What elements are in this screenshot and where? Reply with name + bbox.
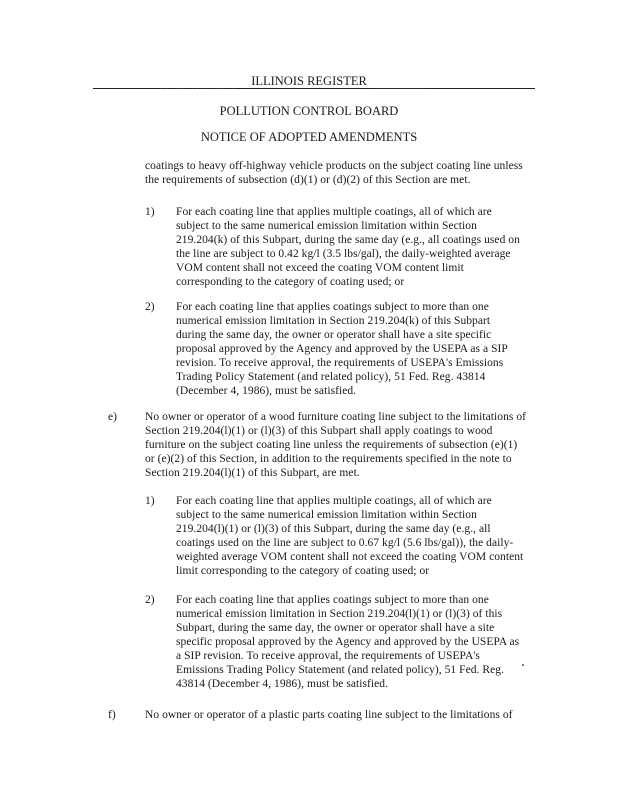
e2-line: numerical emission limitation in Section 219.204(l)(1) or (l)(3) of this — [176, 608, 503, 620]
subsection-e-label: e) — [108, 411, 117, 423]
board-title: POLLUTION CONTROL BOARD — [219, 104, 399, 118]
e-line: Section 219.204(l)(1) or (l)(3) of this Subpart shall apply coatings to wood — [145, 425, 493, 437]
notice-title: NOTICE OF ADOPTED AMENDMENTS — [200, 130, 418, 144]
d1-line: For each coating line that applies multiple coatings, all of which are — [176, 206, 492, 218]
e-line: Section 219.204(l)(1) of this Subpart, are met. — [145, 467, 360, 479]
subsection-e2-label: 2) — [145, 594, 155, 606]
header-rule-dash-right — [375, 88, 425, 89]
e1-line: weighted average VOM content shall not exceed the coating VOM content — [176, 551, 524, 563]
intro-line: coatings to heavy off-highway vehicle products on the subject coating line unless — [145, 160, 523, 172]
e1-line: limit corresponding to the category of coating used; or — [176, 565, 430, 577]
subsection-d1-label: 1) — [145, 206, 155, 218]
d1-line: 219.204(k) of this Subpart, during the same day (e.g., all coatings used on — [176, 234, 520, 246]
intro-line: the requirements of subsection (d)(1) or (d)(2) of this Section are met. — [145, 174, 471, 186]
header-rule-dash-left — [160, 88, 235, 89]
e1-line: 219.204(l)(1) or (l)(3) of this Subpart, during the same day (e.g., all — [176, 523, 491, 535]
e2-line: 43814 (December 4, 1986), must be satisfied. — [176, 678, 389, 690]
e2-line: Emissions Trading Policy Statement (and related policy), 51 Fed. Reg. — [176, 664, 504, 676]
d2-line: Trading Policy Statement (and related policy), 51 Fed. Reg. 43814 — [176, 371, 486, 383]
subsection-e1-label: 1) — [145, 495, 155, 507]
d2-line: numerical emission limitation in Section 219.204(k) of this Subpart — [176, 315, 491, 327]
scan-speck — [522, 664, 524, 666]
f-line: No owner or operator of a plastic parts coating line subject to the limitations of — [145, 709, 513, 721]
e-line: or (e)(2) of this Section, in addition to the requirements specified in the note to — [145, 453, 512, 465]
d2-line: proposal approved by the Agency and approved by the USEPA as a SIP — [176, 343, 508, 355]
e-line: No owner or operator of a wood furniture coating line subject to the limitations of — [145, 411, 526, 423]
e1-line: subject to the same numerical emission limitation within Section — [176, 509, 477, 521]
e2-line: For each coating line that applies coatings subject to more than one — [176, 594, 489, 606]
d1-line: corresponding to the category of coating used; or — [176, 276, 405, 288]
d1-line: VOM content shall not exceed the coating VOM content limit — [176, 262, 464, 274]
e1-line: coatings used on the line are subject to 0.67 kg/l (5.6 lbs/gal)), the daily- — [176, 537, 514, 549]
e2-line: specific proposal approved by the Agency and approved by the USEPA as — [176, 636, 520, 648]
d1-line: the line are subject to 0.42 kg/l (3.5 lbs/gal), the daily-weighted average — [176, 248, 511, 260]
subsection-d2-label: 2) — [145, 301, 155, 313]
d2-line: during the same day, the owner or operator shall have a site specific — [176, 329, 492, 341]
d1-line: subject to the same numerical emission limitation within Section — [176, 220, 477, 232]
e1-line: For each coating line that applies multiple coatings, all of which are — [176, 495, 492, 507]
subsection-f-label: f) — [108, 709, 116, 721]
d2-line: For each coating line that applies coatings subject to more than one — [176, 301, 489, 313]
e2-line: Subpart, during the same day, the owner or operator shall have a site — [176, 622, 495, 634]
e-line: furniture on the subject coating line unless the requirements of subsection (e)(1) — [145, 439, 518, 451]
register-title: ILLINOIS REGISTER — [251, 74, 367, 88]
d2-line: (December 4, 1986), must be satisfied. — [176, 385, 357, 397]
d2-line: revision. To receive approval, the requirements of USEPA's Emissions — [176, 357, 504, 369]
e2-line: a SIP revision. To receive approval, the requirements of USEPA's — [176, 650, 480, 662]
